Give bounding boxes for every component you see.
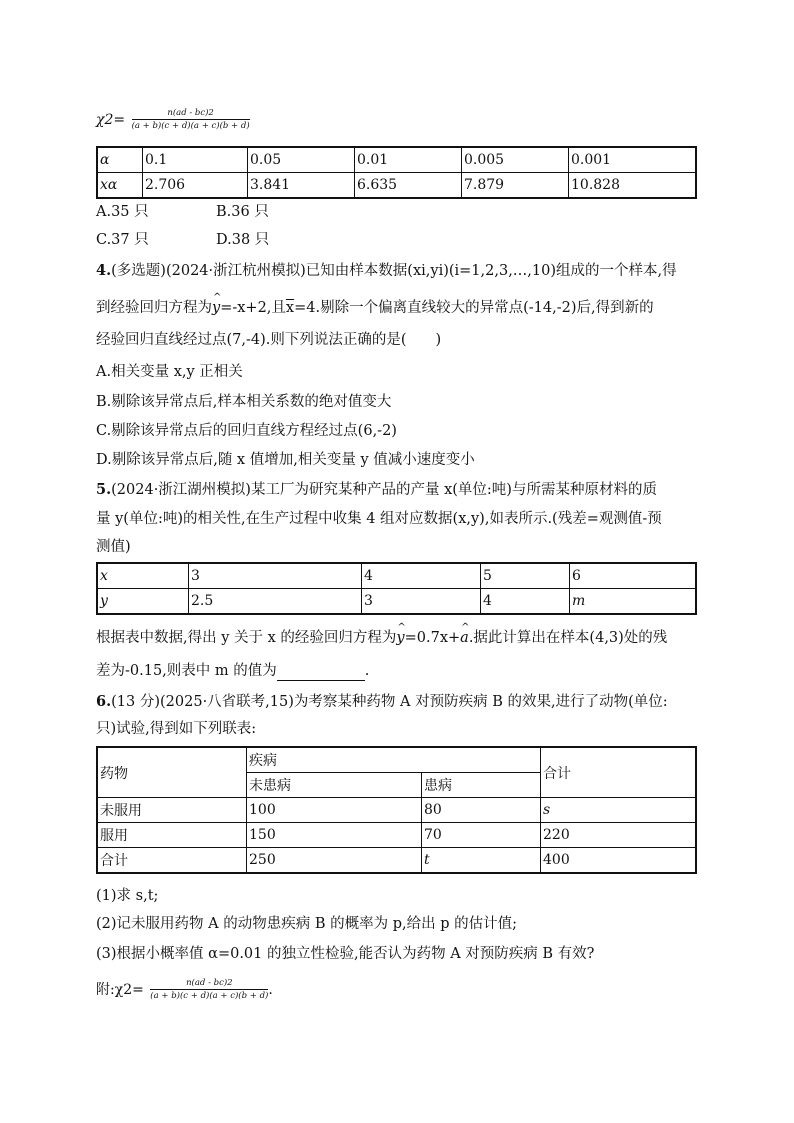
table-row bbox=[97, 563, 696, 589]
q5-line5 bbox=[96, 661, 369, 681]
q6-sub2: (2)记未服用药物 A 的动物患疾病 B 的概率为 p,给出 p 的估计值; bbox=[96, 916, 517, 932]
question-tag: (多选题) bbox=[111, 263, 166, 279]
y-hat: ^ y bbox=[396, 628, 404, 648]
option-c: C.37 只 bbox=[96, 232, 149, 248]
question-number: 6. bbox=[96, 693, 112, 710]
table-cell: 0.05 bbox=[248, 147, 355, 173]
header-drug: 药物 bbox=[97, 747, 247, 798]
header-disease: 疾病 bbox=[247, 747, 541, 773]
table-cell: 合计 bbox=[97, 848, 247, 874]
table-cell: 4 bbox=[362, 563, 481, 589]
question-text: .据此计算出在样本(4,3)处的残 bbox=[468, 630, 668, 646]
question-text: 差为-0.15,则表中 m 的值为 bbox=[96, 663, 277, 679]
question-number: 4. bbox=[96, 262, 112, 279]
table-cell: 0.001 bbox=[569, 147, 697, 173]
table-cell: 0.005 bbox=[462, 147, 569, 173]
question-text: =0.7x+ bbox=[404, 630, 461, 646]
table-cell: 100 bbox=[247, 798, 422, 823]
question-source: (13 分)(2025·八省联考,15) bbox=[111, 694, 294, 710]
q6-line2: 只)试验,得到如下列联表: bbox=[96, 721, 257, 737]
formula-denominator: (a + b)(c + d)(a + c)(b + d) bbox=[131, 121, 250, 131]
table-cell: 220 bbox=[541, 823, 697, 848]
q6-sub3: (3)根据小概率值 α=0.01 的独立性检验,能否认为药物 A 对预防疾病 B 有效? bbox=[96, 946, 595, 962]
contingency-table bbox=[96, 746, 697, 874]
table-cell: 3 bbox=[189, 563, 362, 589]
table-cell: 0.1 bbox=[143, 147, 248, 173]
table-cell: m bbox=[570, 589, 697, 615]
header-ill: 患病 bbox=[422, 773, 541, 798]
table-cell: α bbox=[97, 147, 143, 173]
table-cell: 2.5 bbox=[189, 589, 362, 615]
q5-line2: 量 y(单位:吨)的相关性,在生产过程中收集 4 组对应数据(x,y),如表所示.(残差=观测值-预 bbox=[96, 511, 662, 527]
q4-line1 bbox=[96, 261, 677, 281]
question-text: 到经验回归方程为 bbox=[96, 300, 212, 316]
table-row bbox=[97, 798, 696, 823]
table-row bbox=[97, 589, 696, 615]
table-cell: 4 bbox=[481, 589, 570, 615]
table-row bbox=[97, 173, 696, 199]
q4-line2 bbox=[96, 298, 654, 318]
q4-line3: 经验回归直线经过点(7,-4).则下列说法正确的是( ) bbox=[96, 332, 442, 348]
q4-option-b: B.剔除该异常点后,样本相关系数的绝对值变大 bbox=[96, 394, 392, 410]
option-b: B.36 只 bbox=[216, 204, 269, 220]
appendix-fraction bbox=[150, 978, 268, 1002]
q5-line3: 测值) bbox=[96, 539, 131, 555]
table-cell: xα bbox=[97, 173, 143, 199]
option-d: D.38 只 bbox=[216, 232, 270, 248]
appendix-numerator: n(ad - bc)2 bbox=[150, 978, 268, 990]
table-cell: 2.706 bbox=[143, 173, 248, 199]
table-cell: 250 bbox=[247, 848, 422, 874]
table-cell: 3.841 bbox=[248, 173, 355, 199]
header-not-ill: 未患病 bbox=[247, 773, 422, 798]
formula-numerator: n(ad - bc)2 bbox=[132, 108, 250, 120]
q4-option-c: C.剔除该异常点后的回归直线方程经过点(6,-2) bbox=[96, 423, 397, 439]
table-cell: 80 bbox=[422, 798, 541, 823]
q6-sub1: (1)求 s,t; bbox=[96, 888, 159, 904]
formula-fraction bbox=[132, 108, 250, 132]
table-cell: 5 bbox=[481, 563, 570, 589]
question-text: 已知由样本数据(xi,yi)(i=1,2,3,…,10)组成的一个样本,得 bbox=[305, 263, 677, 279]
table-cell: 7.879 bbox=[462, 173, 569, 199]
appendix-period: . bbox=[268, 982, 273, 998]
q3-options-row1 bbox=[96, 202, 269, 222]
appendix-lhs: 附:χ2= bbox=[96, 982, 144, 998]
table-cell: 6 bbox=[570, 563, 697, 589]
table-cell: t bbox=[422, 848, 541, 874]
question-number: 5. bbox=[96, 481, 112, 498]
table-cell: x bbox=[97, 563, 189, 589]
table-cell: 150 bbox=[247, 823, 422, 848]
option-a: A.35 只 bbox=[96, 204, 149, 220]
q5-data-table bbox=[96, 562, 697, 615]
table-cell: 未服用 bbox=[97, 798, 247, 823]
a-hat: ^ a bbox=[460, 628, 469, 648]
question-text: =-x+2,且 bbox=[220, 300, 286, 316]
table-cell: 服用 bbox=[97, 823, 247, 848]
table-cell: 3 bbox=[362, 589, 481, 615]
q5-line1 bbox=[96, 480, 657, 500]
appendix-denominator: (a + b)(c + d)(a + c)(b + d) bbox=[150, 991, 269, 1001]
header-total: 合计 bbox=[541, 747, 697, 798]
question-text: 根据表中数据,得出 y 关于 x 的经验回归方程为 bbox=[96, 630, 397, 646]
table-row bbox=[97, 147, 696, 173]
table-cell: 6.635 bbox=[355, 173, 462, 199]
table-cell: 70 bbox=[422, 823, 541, 848]
table-row bbox=[97, 747, 696, 773]
table-row bbox=[97, 823, 696, 848]
q3-options-row2 bbox=[96, 230, 269, 250]
answer-blank bbox=[277, 666, 365, 681]
q4-option-a: A.相关变量 x,y 正相关 bbox=[96, 364, 243, 380]
chi-square-formula bbox=[96, 108, 250, 132]
question-text: 为考察某种药物 A 对预防疾病 B 的效果,进行了动物(单位: bbox=[293, 694, 668, 710]
x-bar: $\overline{x}$ bbox=[285, 300, 295, 316]
question-text: 某工厂为研究某种产品的产量 x(单位:吨)与所需某种原材料的质 bbox=[250, 482, 657, 498]
table-cell: 10.828 bbox=[569, 173, 697, 199]
formula-lhs: χ2= bbox=[96, 112, 126, 128]
q6-line1 bbox=[96, 692, 668, 712]
table-cell: 0.01 bbox=[355, 147, 462, 173]
table-cell: s bbox=[541, 798, 697, 823]
y-hat: ^ y bbox=[212, 298, 220, 318]
appendix-formula bbox=[96, 978, 273, 1002]
table-cell: y bbox=[97, 589, 189, 615]
question-text: =4.剔除一个偏离直线较大的异常点(-14,-2)后,得到新的 bbox=[294, 300, 654, 316]
q4-option-d: D.剔除该异常点后,随 x 值增加,相关变量 y 值减小速度变小 bbox=[96, 452, 475, 468]
q5-line4 bbox=[96, 628, 667, 648]
table-cell: 400 bbox=[541, 848, 697, 874]
question-source: (2024·浙江湖州模拟) bbox=[111, 482, 251, 498]
question-source: (2024·浙江杭州模拟) bbox=[165, 263, 306, 279]
table-row bbox=[97, 848, 696, 874]
critical-value-table bbox=[96, 146, 697, 199]
question-text: . bbox=[364, 663, 370, 679]
